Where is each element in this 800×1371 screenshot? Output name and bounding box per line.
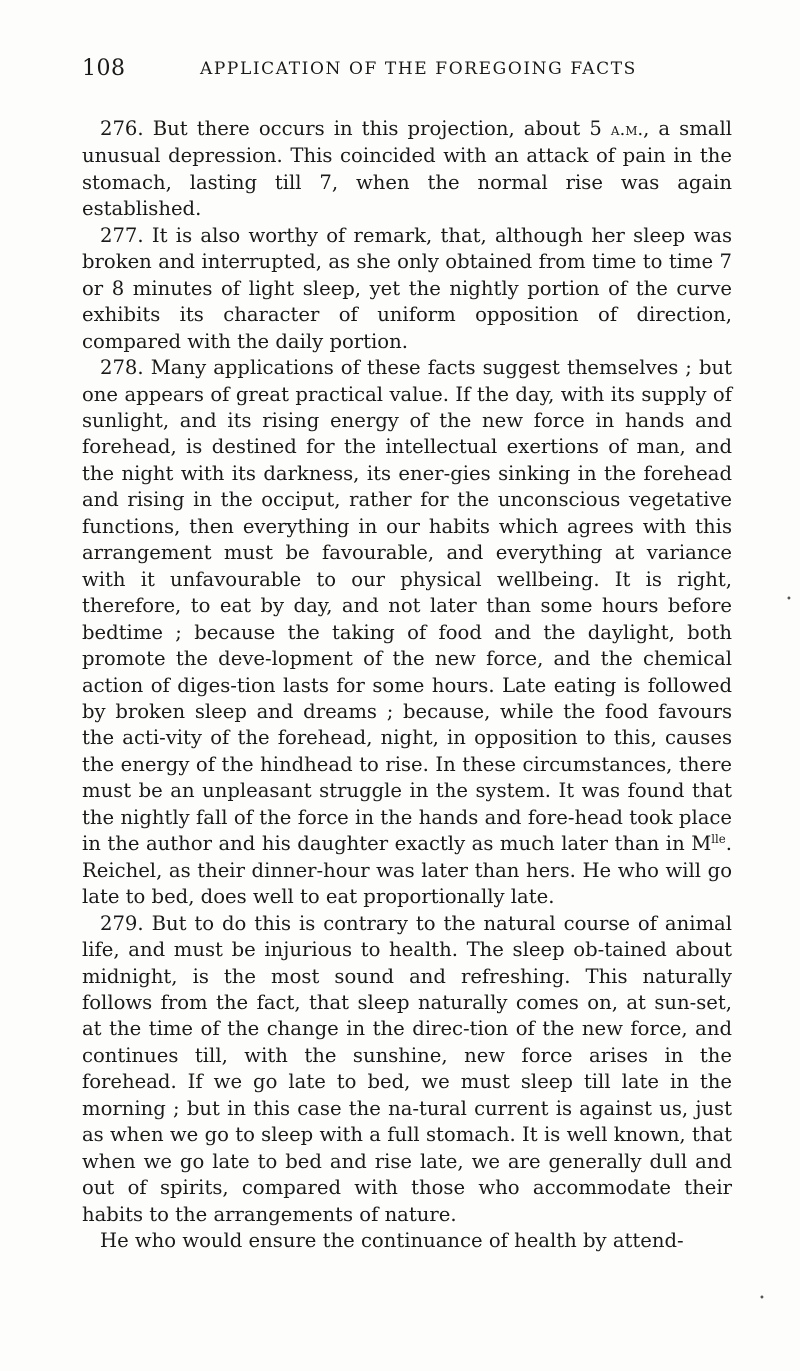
margin-speck: • (759, 1293, 765, 1304)
paragraph-279 (82, 911, 732, 1228)
paragraph-number: 277. (100, 223, 144, 247)
paragraph-text: But to do this is contrary to the natural course of animal life, and must be injurious to health. The sleep ob-tained about midnight, is the most sound and refreshing. This naturally follows from the fact, that sleep naturally comes on, at sun-set, at the time of the change in the direc-tion of the new force, and continues till, with the sunshine, new force arises in the forehead. If we go late to bed, we must sleep till late in the morning ; but in this case the na-tural current is against us, just as when we go to sleep with a full stomach. It is well known, that when we go late to bed and rise late, we are generally dull and out of spirits, compared with those who accommodate their habits to the arrangements of nature. (82, 911, 732, 1226)
margin-speck: • (786, 594, 792, 605)
paragraph-text: , a small unusual depression. This coincided with an attack of pain in the stomach, lasting till 7, when the normal rise was again established. (82, 117, 733, 221)
paragraph-278 (82, 355, 732, 911)
body-text (82, 116, 732, 1254)
page-number: 108 (82, 56, 126, 81)
paragraph-number: 279. (100, 911, 144, 935)
time-abbreviation: a.m. (610, 120, 644, 140)
running-header (82, 56, 732, 86)
paragraph-text: . Reichel, as their dinner-hour was later than hers. He who will go late to bed, does well to eat proportionally late. (82, 832, 732, 909)
paragraph-276 (82, 116, 732, 223)
running-title: APPLICATION OF THE FOREGOING FACTS (200, 59, 637, 79)
paragraph-text: It is also worthy of remark, that, although her sleep was broken and interrupted, as she only obtained from time to time 7 or 8 minutes of light sleep, yet the nightly portion of the curve exhibits its character of uniform opposition of direction, compared with the daily portion. (82, 223, 732, 353)
paragraph-number: 276. (100, 117, 144, 140)
paragraph-text: Many applications of these facts suggest themselves ; but one appears of great practical value. If the day, with its supply of sunlight, and its rising energy of the new force in hands and forehead, is destined for the intellectual exertions of man, and the night with its darkness, its ener-gies sinking in the forehead and rising in the occiput, rather for the unconscious vegetative functions, then everything in our habits which agrees with this arrangement must be favourable, and everything at variance with it unfavourable to our physical wellbeing. It is right, therefore, to eat by day, and not later than some hours before bedtime ; because the taking of food and the daylight, both promote the deve-lopment of the new force, and the chemical action of diges-tion lasts for some hours. Late eating is followed by broken sleep and dreams ; because, while the food favours the acti-vity of the forehead, night, in opposition to this, causes the energy of the hindhead to rise. In these circumstances, there must be an unpleasant struggle in the system. It was found that the nightly fall of the force in the hands and fore-head took place in the author and his daughter exactly as much later than in M (82, 356, 732, 856)
paragraph-continuation (82, 1228, 732, 1254)
paragraph-277 (82, 223, 732, 355)
paragraph-text: He who would ensure the continuance of health by attend- (100, 1229, 684, 1253)
paragraph-number: 278. (100, 356, 144, 380)
superscript-abbreviation: lle (711, 832, 726, 847)
paragraph-text: But there occurs in this projection, about 5 (152, 117, 611, 140)
